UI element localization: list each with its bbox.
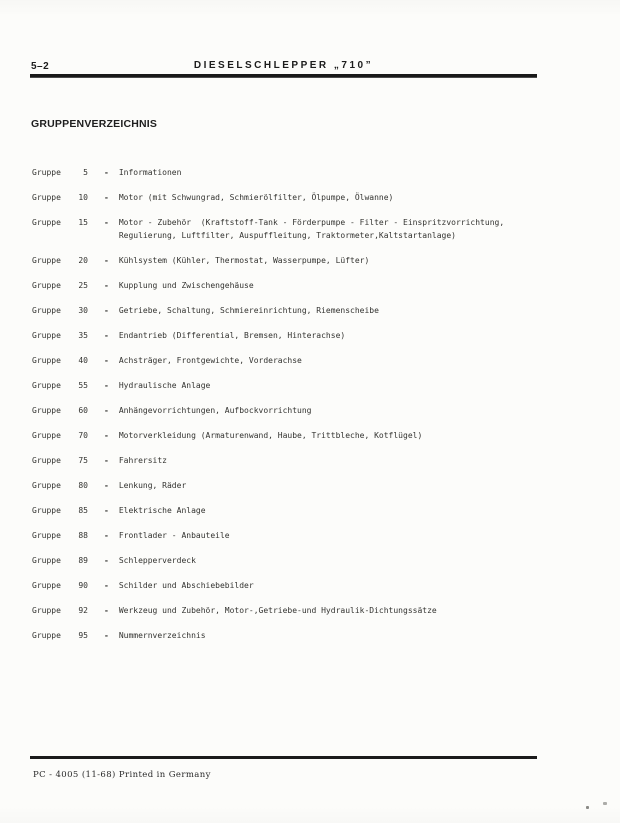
group-number: 60 [78,406,88,415]
group-description-line: Motor (mit Schwungrad, Schmierölfilter, Ölpumpe, Ölwanne) [118,193,394,202]
group-description-line: Lenkung, Räder [118,481,187,490]
group-description-line: Getriebe, Schaltung, Schmiereinrichtung, Riemenscheibe [118,306,379,315]
group-description-line: Elektrische Anlage [118,506,206,515]
group-row [32,554,600,567]
group-row-label: Gruppe [32,218,61,227]
group-row [32,529,600,542]
group-description [119,191,600,204]
group-description-line: Anhängevorrichtungen, Aufbockvorrichtung [118,406,312,415]
group-row [32,304,600,317]
group-separator: - [104,506,109,515]
group-number: 90 [78,581,88,590]
group-number: 89 [78,556,88,565]
group-row [32,579,600,592]
group-description [119,329,600,342]
footer-rule [30,756,537,759]
group-number: 25 [78,281,88,290]
group-separator: - [104,193,109,202]
group-row [32,504,600,517]
group-row-label: Gruppe [32,406,61,415]
group-row-label: Gruppe [32,381,61,390]
group-separator: - [104,281,109,290]
group-number: 15 [78,218,88,227]
group-separator: - [104,168,109,177]
group-row-label: Gruppe [32,193,61,202]
group-number: 95 [78,631,88,640]
group-row-label: Gruppe [32,581,61,590]
group-number: 85 [78,506,88,515]
group-number: 10 [78,193,88,202]
group-row-label: Gruppe [32,331,61,340]
group-row [32,479,600,492]
group-description [119,254,600,267]
group-row-label: Gruppe [32,506,61,515]
group-number: 20 [78,256,88,265]
group-separator: - [104,356,109,365]
scan-speck [603,802,607,805]
group-row [32,166,600,179]
group-row-label: Gruppe [32,606,61,615]
group-row-label: Gruppe [32,356,61,365]
group-row [32,629,600,642]
group-row [32,329,600,342]
group-number: 30 [78,306,88,315]
group-row [32,216,600,242]
group-description-line: Schlepperverdeck [118,556,196,565]
group-description-line: Fahrersitz [118,456,167,465]
group-description-line: Informationen [118,168,182,177]
group-description-line: Endantrieb (Differential, Bremsen, Hinterachse) [118,331,346,340]
group-description-line: Nummernverzeichnis [118,631,206,640]
group-list [32,166,600,654]
group-row-label: Gruppe [32,256,61,265]
footer-imprint: PC - 4005 (11-68) Printed in Germany [33,770,211,780]
group-description-line: Kupplung und Zwischengehäuse [118,281,254,290]
group-row [32,354,600,367]
group-row-label: Gruppe [32,306,61,315]
group-description-line: Hydraulische Anlage [118,381,211,390]
group-description [119,354,600,367]
group-description [119,454,600,467]
group-separator: - [104,406,109,415]
group-row [32,191,600,204]
group-row [32,254,600,267]
group-separator: - [104,481,109,490]
group-row [32,429,600,442]
section-title: GRUPPENVERZEICHNIS [31,118,158,130]
group-separator: - [104,531,109,540]
group-number: 55 [78,381,88,390]
group-description [119,504,600,517]
group-number: 40 [78,356,88,365]
group-number: 88 [78,531,88,540]
group-separator: - [104,581,109,590]
group-description-line: Achsträger, Frontgewichte, Vorderachse [118,356,302,365]
group-number: 5 [83,168,88,177]
group-row-label: Gruppe [32,531,61,540]
group-separator: - [104,256,109,265]
group-row-label: Gruppe [32,281,61,290]
group-description [119,379,600,392]
group-description [119,604,600,617]
group-description [119,279,600,292]
group-description-line: Schilder und Abschiebebilder [118,581,254,590]
group-number: 35 [78,331,88,340]
page-number: 5–2 [31,61,50,72]
group-row [32,454,600,467]
group-description [119,579,600,592]
group-separator: - [104,331,109,340]
group-separator: - [104,456,109,465]
group-row-label: Gruppe [32,431,61,440]
group-number: 70 [78,431,88,440]
group-description [119,479,600,492]
group-description-line: Kühlsystem (Kühler, Thermostat, Wasserpumpe, Lüfter) [118,256,370,265]
group-separator: - [104,631,109,640]
group-description [119,629,600,642]
group-description [119,166,600,179]
group-description [119,404,600,417]
group-description-line: Motor - Zubehör (Kraftstoff-Tank - Förderpumpe - Filter - Einspritzvorrichtung, [118,218,505,227]
group-row-label: Gruppe [32,481,61,490]
group-row-label: Gruppe [32,456,61,465]
header-rule [30,74,537,78]
group-description-line: Regulierung, Luftfilter, Auspuffleitung, Traktormeter,Kaltstartanlage) [118,231,456,240]
group-separator: - [104,431,109,440]
group-number: 92 [78,606,88,615]
group-description [119,529,600,542]
group-row-label: Gruppe [32,168,61,177]
group-separator: - [104,606,109,615]
group-row [32,379,600,392]
group-description-line: Motorverkleidung (Armaturenwand, Haube, Trittbleche, Kotflügel) [118,431,423,440]
group-separator: - [104,218,109,227]
group-row [32,604,600,617]
group-row [32,279,600,292]
group-number: 75 [78,456,88,465]
group-description [119,304,600,317]
group-description [119,216,600,242]
group-separator: - [104,381,109,390]
group-row-label: Gruppe [32,556,61,565]
document-title: DIESELSCHLEPPER „710” [193,60,374,71]
group-description-line: Frontlader - Anbauteile [118,531,230,540]
group-number: 80 [78,481,88,490]
scan-speck [586,806,589,809]
group-description [119,429,600,442]
group-row [32,404,600,417]
group-row-label: Gruppe [32,631,61,640]
group-description-line: Werkzeug und Zubehör, Motor-,Getriebe-und Hydraulik-Dichtungssätze [118,606,437,615]
group-separator: - [104,306,109,315]
group-separator: - [104,556,109,565]
group-description [119,554,600,567]
